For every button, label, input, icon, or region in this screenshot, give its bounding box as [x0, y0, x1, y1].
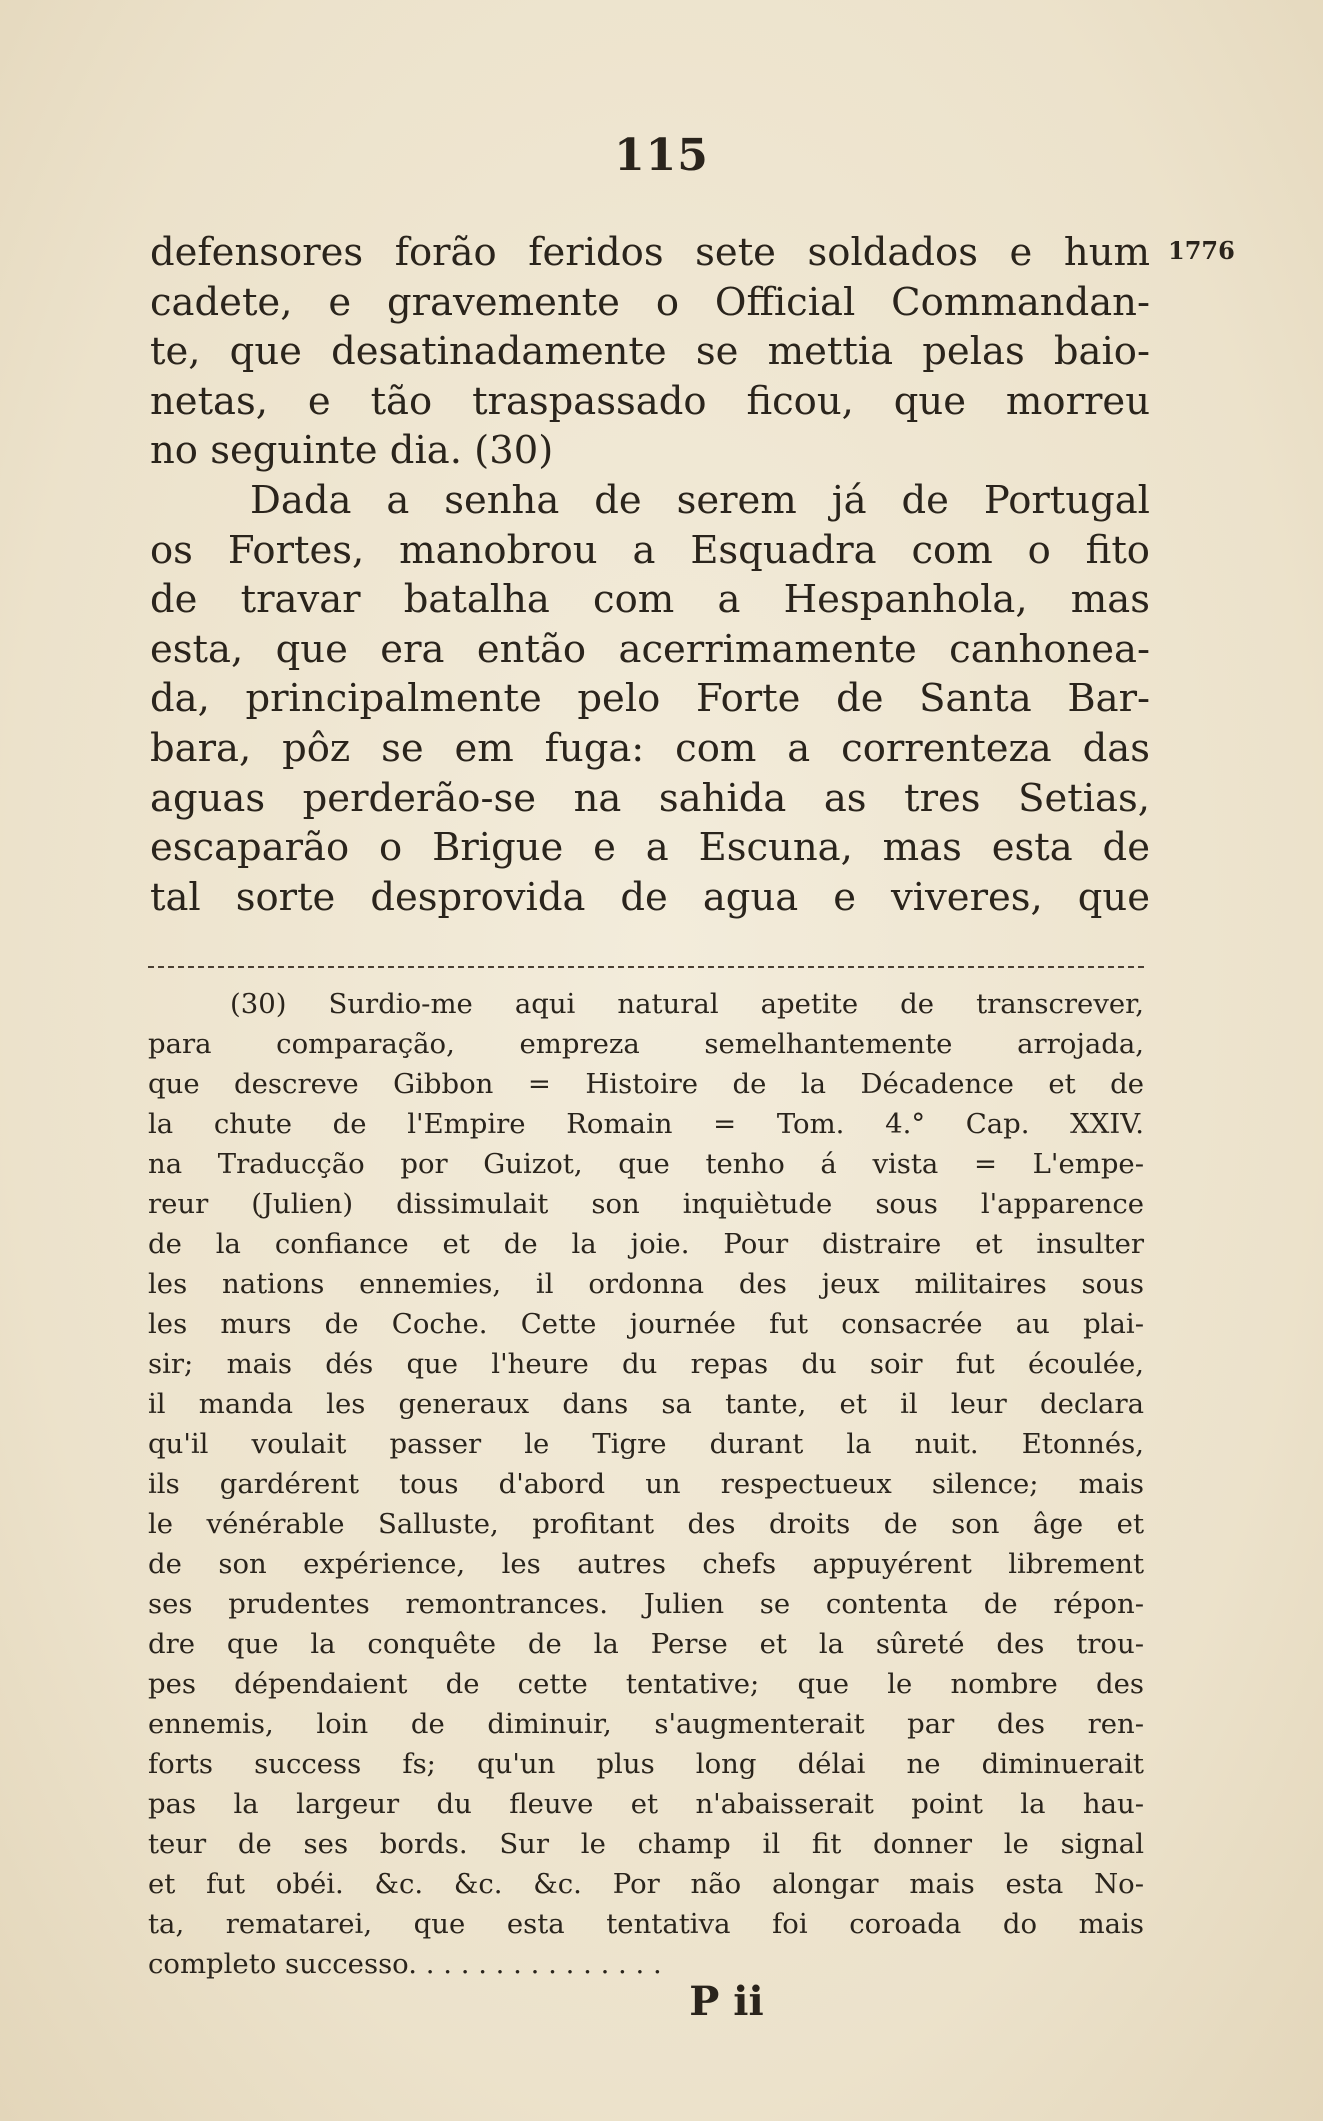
footnote-line: completo successo. . . . . . . . . . . . . . .: [148, 1948, 662, 1980]
main-text-line: no seguinte dia. (30): [150, 428, 554, 474]
footnote-line: de la confiance et de la joie. Pour distraire et insulter: [148, 1228, 1144, 1260]
footnote-line: sir; mais dés que l'heure du repas du soir fut écoulée,: [148, 1348, 1144, 1380]
footnote-line: que descreve Gibbon = Histoire de la Décadence et de: [148, 1068, 1144, 1100]
footnote-line: (30) Surdio-me aqui natural apetite de transcrever,: [230, 988, 1144, 1020]
main-text-line: cadete, e gravemente o Official Commandan-: [150, 279, 1150, 325]
signature-mark: P ii: [689, 1978, 764, 2025]
footnote-line: de son expérience, les autres chefs appuyérent librement: [148, 1548, 1144, 1580]
main-text-line: netas, e tão traspassado ficou, que morreu: [150, 378, 1150, 424]
footnote-line: ta, rematarei, que esta tentativa foi coroada do mais: [148, 1908, 1144, 1940]
footnote-line: les nations ennemies, il ordonna des jeux militaires sous: [148, 1268, 1144, 1300]
footnote-line: qu'il voulait passer le Tigre durant la nuit. Etonnés,: [148, 1428, 1144, 1460]
main-text: [150, 228, 1150, 922]
footnote-line: il manda les generaux dans sa tante, et il leur declara: [148, 1388, 1144, 1420]
margin-year: 1776: [1168, 236, 1235, 265]
footnote-line: reur (Julien) dissimulait son inquiètude sous l'apparence: [148, 1188, 1144, 1220]
footnote-line: ses prudentes remontrances. Julien se contenta de répon-: [148, 1588, 1144, 1620]
main-text-line: defensores forão feridos sete soldados e hum: [150, 230, 1150, 275]
footnote-line: teur de ses bords. Sur le champ il fit donner le signal: [148, 1828, 1144, 1860]
footnote-separator: [148, 966, 1144, 968]
main-text-line: aguas perderão-se na sahida as tres Setias,: [150, 775, 1150, 821]
main-text-line: da, principalmente pelo Forte de Santa Bar-: [150, 676, 1150, 722]
main-text-line: os Fortes, manobrou a Esquadra com o fito: [150, 527, 1150, 573]
footnote-line: ils gardérent tous d'abord un respectueux silence; mais: [148, 1468, 1144, 1500]
footnote-line: forts success fs; qu'un plus long délai ne diminuerait: [148, 1748, 1144, 1780]
main-text-line: tal sorte desprovida de agua e viveres, que: [150, 874, 1150, 920]
main-text-line: bara, pôz se em fuga: com a correnteza das: [150, 725, 1150, 771]
page-number: 115: [614, 130, 709, 181]
footnote: [148, 984, 1144, 1984]
footnote-line: les murs de Coche. Cette journée fut consacrée au plai-: [148, 1308, 1144, 1340]
main-text-line: de travar batalha com a Hespanhola, mas: [150, 577, 1150, 623]
footnote-line: la chute de l'Empire Romain = Tom. 4.° Cap. XXIV.: [148, 1108, 1144, 1140]
footnote-line: para comparação, empreza semelhantemente arrojada,: [148, 1028, 1144, 1060]
footnote-line: ennemis, loin de diminuir, s'augmenterait par des ren-: [148, 1708, 1144, 1740]
main-text-line: esta, que era então acerrimamente canhonea-: [150, 626, 1150, 672]
footnote-line: pes dépendaient de cette tentative; que le nombre des: [148, 1668, 1144, 1700]
main-text-line: escaparão o Brigue e a Escuna, mas esta de: [150, 825, 1150, 871]
footnote-line: na Traducção por Guizot, que tenho á vista = L'empe-: [148, 1148, 1144, 1180]
footnote-line: et fut obéi. &c. &c. &c. Por não alongar mais esta No-: [148, 1868, 1144, 1900]
footnote-line: pas la largeur du fleuve et n'abaisserait point la hau-: [148, 1788, 1144, 1820]
main-text-line: Dada a senha de serem já de Portugal: [250, 477, 1150, 523]
footnote-line: le vénérable Salluste, profitant des droits de son âge et: [148, 1508, 1144, 1540]
main-text-line: te, que desatinadamente se mettia pelas baio-: [150, 329, 1150, 375]
footnote-line: dre que la conquête de la Perse et la sûreté des trou-: [148, 1628, 1144, 1660]
